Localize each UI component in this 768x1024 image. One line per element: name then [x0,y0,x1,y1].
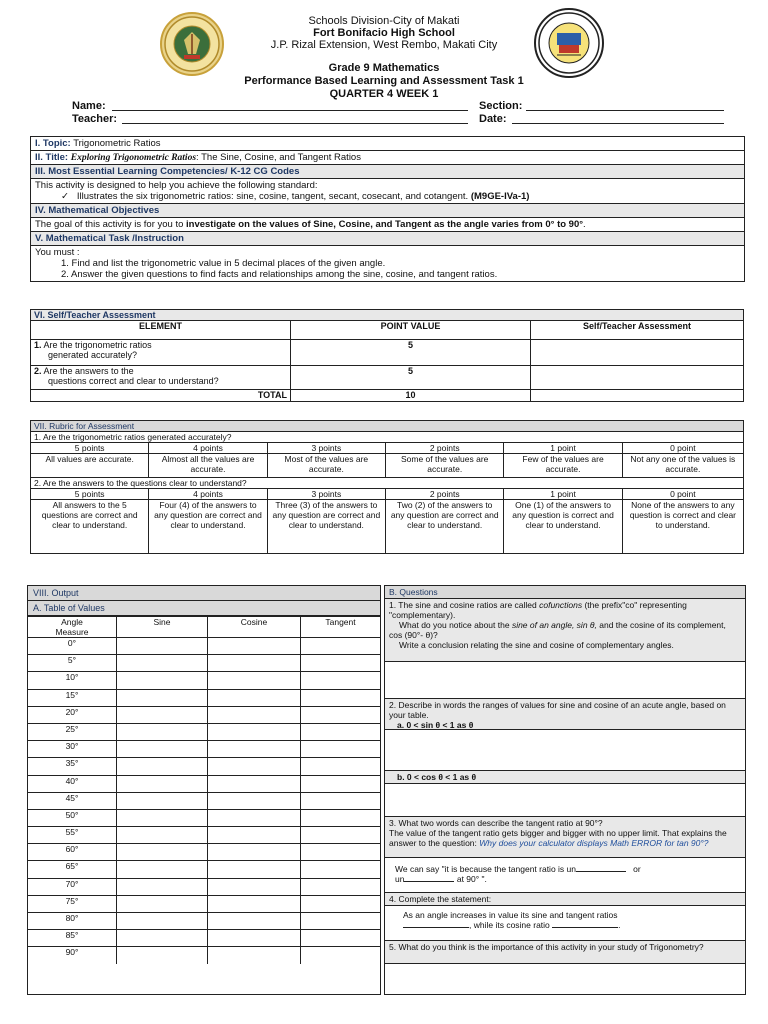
table-row [28,913,380,930]
question-4: 4. Complete the statement: [385,893,745,906]
output-section [27,585,381,995]
sine-value-cell[interactable] [117,706,208,723]
task-label: V. Mathematical Task /Instruction [35,233,184,244]
rubric-cell: Most of the values are accurate. [267,454,385,478]
table-row [28,706,380,723]
competency-row [31,165,744,179]
cosine-value-cell[interactable] [208,844,301,861]
values-table [28,616,380,964]
tangent-value-cell[interactable] [301,655,381,672]
points-header: 0 point [622,443,743,454]
q3c-end: at 90° ". [456,874,487,884]
sine-value-cell[interactable] [117,655,208,672]
competency-item: Illustrates the six trigonometric ratios: sine, cosine, tangent, secant, cosecant, and cotangent. [76,191,469,202]
date-label: Date: [479,113,507,125]
angle-cell: 70° [28,878,117,895]
angle-cell: 40° [28,775,117,792]
questions-label: B. Questions [385,586,745,599]
question-5: 5. What do you think is the importance of this activity in your study of Trigonometry? [385,941,745,964]
angle-cell: 80° [28,913,117,930]
info-section [30,136,745,282]
sine-value-cell[interactable] [117,844,208,861]
rubric-cell: Few of the values are accurate. [504,454,622,478]
q3b-text: The value of the tangent ratio gets bigger and bigger with no upper limit. That explains the answer to the question: [389,828,727,848]
cosine-value-cell[interactable] [208,741,301,758]
task-body [31,246,744,281]
sine-value-cell[interactable] [117,672,208,689]
sine-value-cell[interactable] [117,930,208,947]
question-2 [385,699,745,730]
element-text: generated accurately? [48,350,138,360]
rubric-cell: Some of the values are accurate. [386,454,504,478]
points-header: 3 points [267,443,385,454]
division-name: Schools Division-City of Makati [308,15,460,27]
q1b-text-end: and the cosine of its complement, cos (90°- θ)? [389,620,726,640]
q1-text-end: (the prefix"co" representing "complementary). [389,600,687,620]
points-header: 0 point [622,489,743,500]
col-cosine: Cosine [208,617,301,638]
table-row [28,672,380,689]
table-row [28,689,380,706]
tangent-value-cell[interactable] [301,930,381,947]
cosine-value-cell[interactable] [208,827,301,844]
answer-4 [385,906,745,941]
sine-value-cell[interactable] [117,723,208,740]
cosine-value-cell[interactable] [208,792,301,809]
subject-title: Grade 9 Mathematics [328,62,440,74]
table-row [28,758,380,775]
rubric-q2-row [31,500,744,554]
table-row [28,741,380,758]
section-field[interactable] [526,110,724,111]
q3c-text: We can say "it is because the tangent ratio is un [395,864,576,874]
angle-cell: 0° [28,638,117,655]
cosine-value-cell[interactable] [208,689,301,706]
cosine-value-cell[interactable] [208,947,301,964]
sine-value-cell[interactable] [117,792,208,809]
total-row [31,390,744,402]
rubric-cell: All answers to the 5 questions are correct and clear to understand. [31,500,149,554]
angle-cell: 90° [28,947,117,964]
element-text: Are the answers to the [43,366,134,376]
rubric-q2: 2. Are the answers to the questions clear to understand? [31,478,744,489]
rubric-label: VII. Rubric for Assessment [31,421,744,432]
q3c-or: or [633,864,641,874]
blank-field[interactable] [404,881,454,882]
element-text: questions correct and clear to understand? [48,376,219,386]
question-2b [385,771,745,784]
q2b-text: b. 0 < cos θ < 1 as θ [397,772,477,782]
angle-cell: 10° [28,672,117,689]
answer-3 [385,858,745,893]
name-field[interactable] [112,110,468,111]
cosine-value-cell[interactable] [208,913,301,930]
sine-value-cell[interactable] [117,947,208,964]
angle-cell: 75° [28,895,117,912]
competency-intro: This activity is designed to help you achieve the following standard: [35,180,318,191]
tangent-value-cell[interactable] [301,844,381,861]
answer-2b[interactable] [385,784,745,817]
col-angle: Angle [61,617,83,627]
rubric-cell: Three (3) of the answers to any question are correct and clear to understand. [267,500,385,554]
sine-value-cell[interactable] [117,913,208,930]
table-row [31,340,744,366]
task-item: 2. Answer the given questions to find facts and relationships among the sine, cosine, and tangent ratios. [61,269,498,280]
q3c-un: un [395,874,405,884]
cosine-value-cell[interactable] [208,672,301,689]
objective-end: . [583,219,586,230]
assessment-cell[interactable] [531,340,744,366]
cosine-value-cell[interactable] [208,861,301,878]
competency-body [31,179,744,204]
questions-section [384,585,746,995]
tangent-value-cell[interactable] [301,861,381,878]
rubric-table [30,420,744,554]
rubric-cell: All values are accurate. [31,454,149,478]
angle-cell: 15° [28,689,117,706]
points-header: 2 points [386,443,504,454]
date-field[interactable] [512,123,724,124]
cosine-value-cell[interactable] [208,706,301,723]
q4-text-3: . [618,920,621,930]
table-row [31,366,744,390]
q3-text: 3. What two words can describe the tangent ratio at 90°? [389,818,603,828]
tangent-value-cell[interactable] [301,792,381,809]
task-intro: You must : [35,247,80,258]
table-row [28,861,380,878]
points-header: 4 points [149,489,267,500]
table-of-values-label: A. Table of Values [28,601,380,616]
sine-value-cell[interactable] [117,827,208,844]
tangent-value-cell[interactable] [301,827,381,844]
title-label: II. Title: [35,152,69,163]
points-header: 1 point [504,489,622,500]
cosine-value-cell[interactable] [208,638,301,655]
table-row [28,895,380,912]
objectives-label: IV. Mathematical Objectives [35,205,160,216]
table-row [28,947,380,964]
topic-label: I. Topic: [35,138,71,149]
points-header: 4 points [149,443,267,454]
title-fancy: Exploring Trigonometric Ratios [70,153,197,163]
angle-cell: 30° [28,741,117,758]
tangent-value-cell[interactable] [301,723,381,740]
answer-2a[interactable] [385,730,745,771]
cosine-value-cell[interactable] [208,878,301,895]
quarter-label: QUARTER 4 WEEK 1 [329,88,439,100]
sine-value-cell[interactable] [117,895,208,912]
answer-5[interactable] [385,964,745,1012]
tangent-value-cell[interactable] [301,758,381,775]
cosine-value-cell[interactable] [208,655,301,672]
rubric-q1: 1. Are the trigonometric ratios generated accurately? [31,432,744,443]
tangent-value-cell[interactable] [301,638,381,655]
rubric-cell: Two (2) of the answers to any question are correct and clear to understand. [386,500,504,554]
angle-cell: 25° [28,723,117,740]
section-label: Section: [479,100,523,112]
table-row [28,930,380,947]
sine-value-cell[interactable] [117,861,208,878]
col-sine: Sine [117,617,208,638]
objective-body [31,218,744,232]
points-header: 3 points [267,489,385,500]
sine-value-cell[interactable] [117,689,208,706]
title-rest: : The Sine, Cosine, and Tangent Ratios [196,152,361,163]
blank-field[interactable] [403,927,469,928]
angle-cell: 45° [28,792,117,809]
sine-value-cell[interactable] [117,775,208,792]
angle-cell: 50° [28,809,117,826]
q4-text: As an angle increases in value its sine and tangent ratios [403,910,618,920]
table-row [28,809,380,826]
rubric-cell: Not any one of the values is accurate. [622,454,743,478]
task-title: Performance Based Learning and Assessment Task 1 [244,75,524,87]
cosine-value-cell[interactable] [208,895,301,912]
tangent-value-cell[interactable] [301,775,381,792]
tangent-value-cell[interactable] [301,672,381,689]
points-header: 5 points [31,443,149,454]
topic-text: Trigonometric Ratios [73,138,161,149]
school-name: Fort Bonifacio High School [313,27,455,39]
points-header: 1 point [504,443,622,454]
angle-cell: 5° [28,655,117,672]
assessment-cell[interactable] [531,366,744,390]
task-item: 1. Find and list the trigonometric value in 5 decimal places of the given angle. [61,258,386,269]
task-row [31,232,744,246]
angle-cell: 20° [28,706,117,723]
question-1 [385,599,745,662]
objective-intro: The goal of this activity is for you to [35,219,187,230]
teacher-label: Teacher: [72,113,118,125]
points-header: 5 points [31,489,149,500]
col-self-assessment: Self/Teacher Assessment [531,321,744,340]
sine-value-cell[interactable] [117,878,208,895]
angle-cell: 65° [28,861,117,878]
point-value: 5 [291,340,531,366]
angle-cell: 55° [28,827,117,844]
table-row [28,655,380,672]
table-row [28,827,380,844]
objective-bold: investigate on the values of Sine, Cosine, and Tangent as the angle varies from 0° to 90° [186,219,584,230]
rubric-header-row [31,443,744,454]
total-label: TOTAL [31,390,291,402]
total-value: 10 [291,390,531,402]
point-value: 5 [291,366,531,390]
table-row [28,638,380,655]
table-row [28,775,380,792]
rubric-q1-row [31,454,744,478]
row-number: 1. [34,340,42,350]
sine-value-cell[interactable] [117,809,208,826]
row-number: 2. [34,366,42,376]
tangent-value-cell[interactable] [301,878,381,895]
q4-text-2: , while its cosine ratio [469,920,550,930]
table-row [28,844,380,861]
blank-field[interactable] [552,927,618,928]
question-3 [385,817,745,858]
tangent-value-cell[interactable] [301,706,381,723]
total-cell[interactable] [531,390,744,402]
sine-value-cell[interactable] [117,758,208,775]
title-row [31,151,744,165]
tangent-value-cell[interactable] [301,895,381,912]
assessment-table [30,309,744,402]
assessment-label: VI. Self/Teacher Assessment [31,310,744,321]
cosine-value-cell[interactable] [208,758,301,775]
teacher-field[interactable] [122,123,468,124]
q1-italic: cofunctions [539,600,583,610]
rubric-header-row [31,489,744,500]
competency-code: (M9GE-IVa-1) [470,191,530,202]
objectives-row [31,204,744,218]
points-header: 2 points [386,489,504,500]
school-address: J.P. Rizal Extension, West Rembo, Makati City [270,39,498,51]
q1b-italic: sine of an angle, sin θ, [511,620,597,630]
tangent-value-cell[interactable] [301,689,381,706]
q3b-italic: Why does your calculator displays Math ERROR for tan 90°? [479,838,709,848]
tangent-value-cell[interactable] [301,809,381,826]
rubric-cell: One (1) of the answers to any question is correct and clear to understand. [504,500,622,554]
answer-1[interactable] [385,662,745,699]
col-point-value: POINT VALUE [291,321,531,340]
tangent-value-cell[interactable] [301,947,381,964]
q2-text: 2. Describe in words the ranges of values for sine and cosine of an acute angle, based on your table. [389,700,726,720]
table-row [28,792,380,809]
topic-row [31,137,744,151]
q1b-text: What do you notice about the [399,620,512,630]
check-icon: ✓ [61,191,69,202]
angle-cell: 85° [28,930,117,947]
name-label: Name: [72,100,106,112]
cosine-value-cell[interactable] [208,775,301,792]
rubric-cell: None of the answers to any question is correct and clear to understand. [622,500,743,554]
competency-label: III. Most Essential Learning Competencies/ K-12 CG Codes [35,166,300,177]
cosine-value-cell[interactable] [208,809,301,826]
angle-cell: 35° [28,758,117,775]
cosine-value-cell[interactable] [208,930,301,947]
col-element: ELEMENT [31,321,291,340]
tangent-value-cell[interactable] [301,913,381,930]
tangent-value-cell[interactable] [301,741,381,758]
rubric-cell: Four (4) of the answers to any question are correct and clear to understand. [149,500,267,554]
q1-text: 1. The sine and cosine ratios are called [389,600,540,610]
col-tangent: Tangent [301,617,381,638]
table-row [28,723,380,740]
output-label: VIII. Output [28,586,380,601]
rubric-cell: Almost all the values are accurate. [149,454,267,478]
angle-cell: 60° [28,844,117,861]
cosine-value-cell[interactable] [208,723,301,740]
col-angle-2: Measure [55,627,89,637]
element-text: Are the trigonometric ratios [43,340,152,350]
sine-value-cell[interactable] [117,741,208,758]
q1c-text: Write a conclusion relating the sine and cosine of complementary angles. [399,640,674,650]
sine-value-cell[interactable] [117,638,208,655]
table-row [28,878,380,895]
blank-field[interactable] [576,871,626,872]
q2a-text: a. 0 < sin θ < 1 as θ [397,720,474,730]
